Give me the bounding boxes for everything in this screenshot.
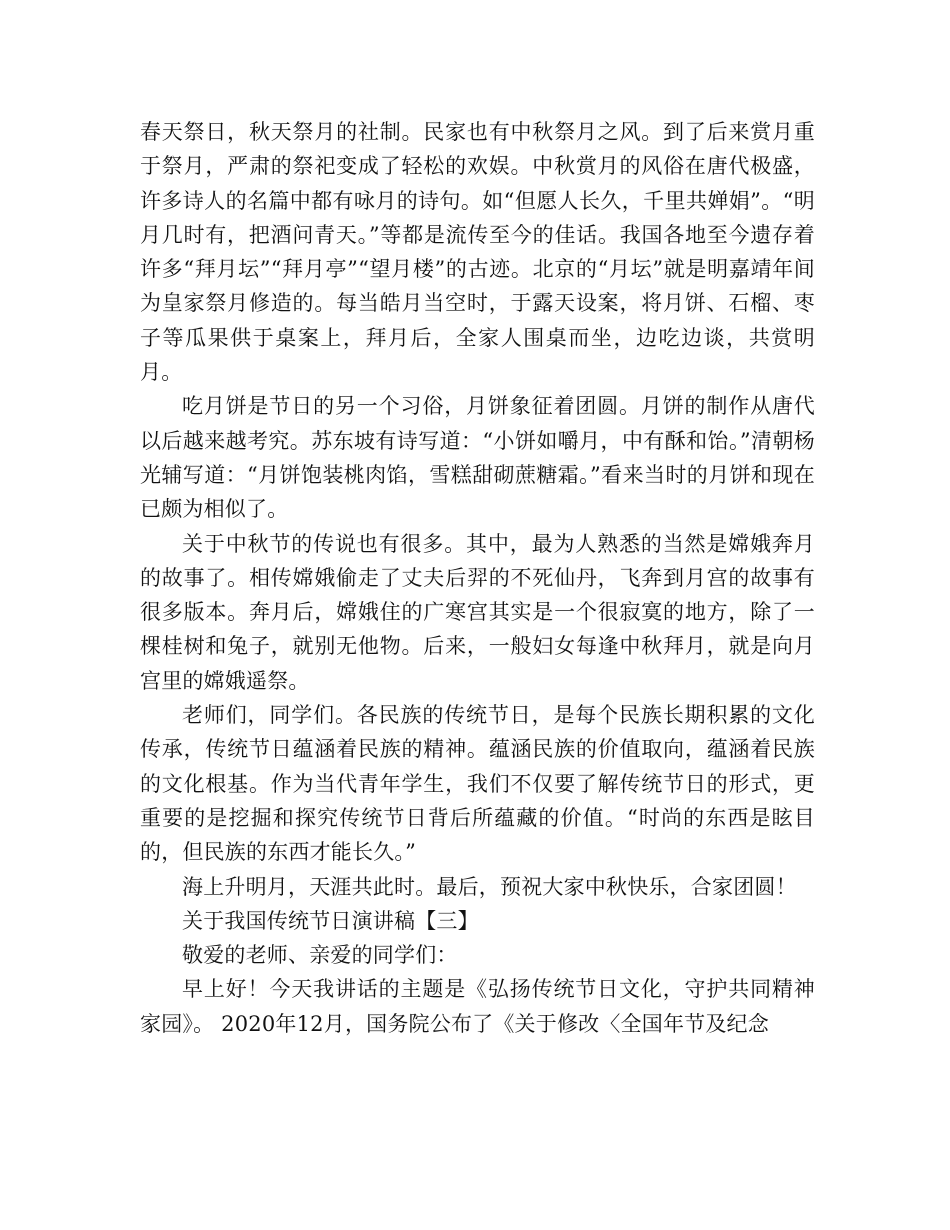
salutation: 敬爱的老师、亲爱的同学们： (182, 943, 458, 968)
paragraph-5: 海上升明月，天涯共此时。最后，预祝大家中秋快乐，合家团圆！ (182, 874, 797, 899)
paragraph-4: 老师们，同学们。各民族的传统节日，是每个民族长期积累的文化传承，传统节日蕴涵着民族的精神。蕴涵民族的价值取向，蕴涵着民族的文化根基。作为当代青年学生，我们不仅要了解传统节日的形式，更重要的是挖掘和探究传统节日背后所蕴藏的价值。“时尚的东西是眩目的，但民族的东西才能长久。” (140, 703, 815, 865)
paragraph-8: 早上好！今天我讲话的主题是《弘扬传统节日文化，守护共同精神家园》。 2020年12月，国务院公布了《关于修改〈全国年节及纪念 (140, 977, 815, 1036)
paragraph-2: 吃月饼是节日的另一个习俗，月饼象征着团圆。月饼的制作从唐代以后越来越考究。苏东坡有诗写道：“小饼如嚼月，中有酥和饴。”清朝杨光辅写道：“月饼饱装桃肉馅，雪糕甜砌蔗糖霜。”看来当时的月饼和现在已颇为相似了。 (140, 394, 815, 522)
section-heading: 关于我国传统节日演讲稿【三】 (182, 908, 479, 933)
document-body (140, 115, 815, 1041)
paragraph-1: 春天祭日，秋天祭月的社制。民家也有中秋祭月之风。到了后来赏月重于祭月，严肃的祭祀变成了轻松的欢娱。中秋赏月的风俗在唐代极盛，许多诗人的名篇中都有咏月的诗句。如“但愿人长久，千里共婵娟”。“明月几时有，把酒问青天。”等都是流传至今的佳话。我国各地至今遗存着许多“拜月坛”“拜月亭”“望月楼”的古迹。北京的“月坛”就是明嘉靖年间为皇家祭月修造的。每当皓月当空时，于露天设案，将月饼、石榴、枣子等瓜果供于桌案上，拜月后，全家人围桌而坐，边吃边谈，共赏明月。 (140, 120, 815, 385)
paragraph-3: 关于中秋节的传说也有很多。其中，最为人熟悉的当然是嫦娥奔月的故事了。相传嫦娥偷走了丈夫后羿的不死仙丹，飞奔到月宫的故事有很多版本。奔月后，嫦娥住的广寒宫其实是一个很寂寞的地方，除了一棵桂树和兔子，就别无他物。后来，一般妇女每逢中秋拜月，就是向月宫里的嫦娥遥祭。 (140, 531, 815, 693)
